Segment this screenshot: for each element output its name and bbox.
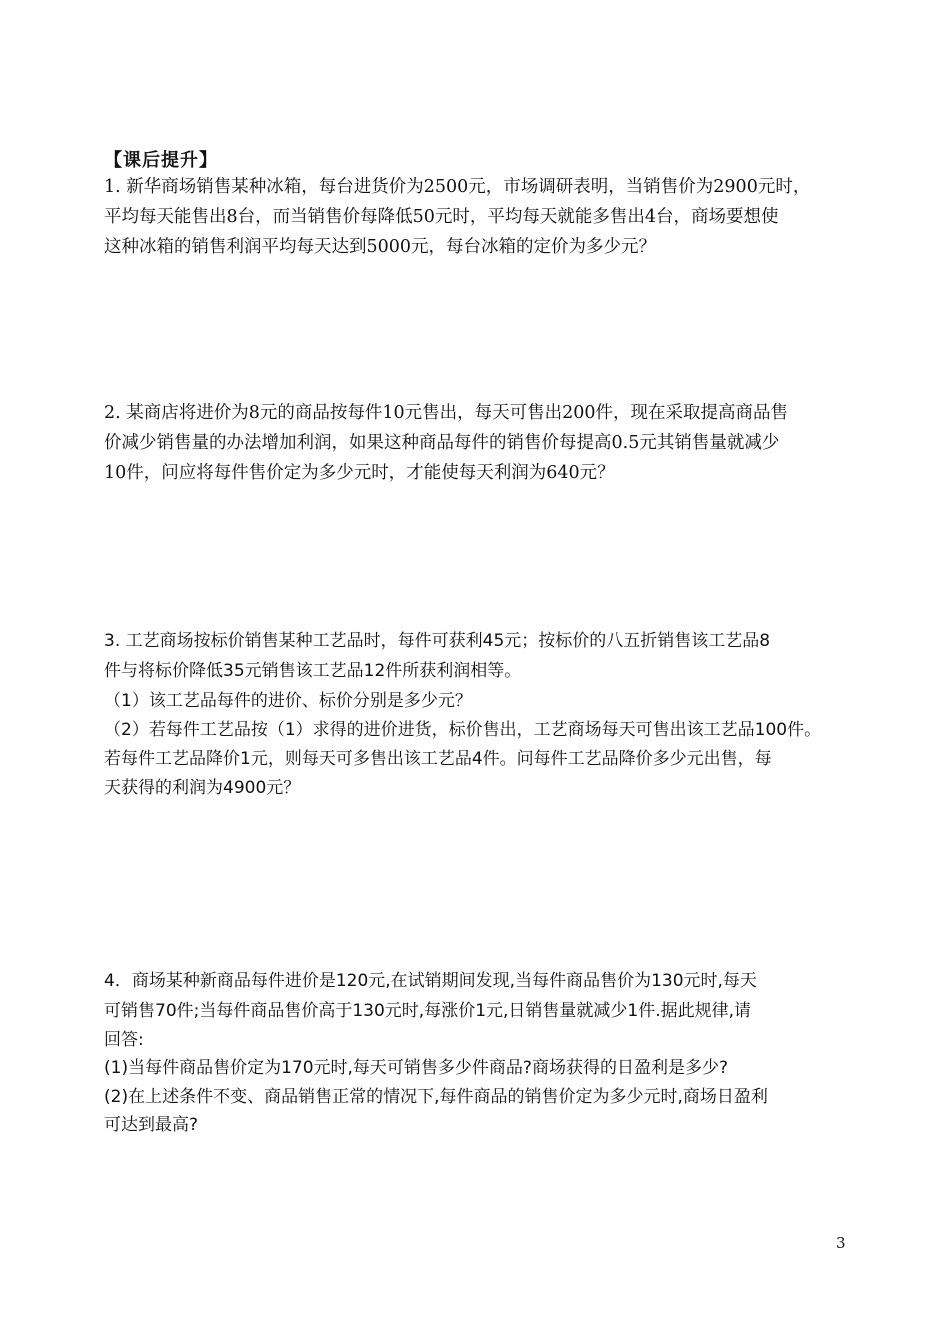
problem-4-line-5: (2)在上述条件不变、商品销售正常的情况下,每件商品的销售价定为多少元时,商场日盈利 (104, 1087, 768, 1107)
problem-3-line-6: 天获得的利润为4900元？ (104, 778, 301, 798)
problem-4-line-4: (1)当每件商品售价定为170元时,每天可销售多少件商品?商场获得的日盈利是多少? (104, 1058, 728, 1078)
problem-4-line-3: 回答: (104, 1030, 144, 1050)
problem-4-line-2: 可销售70件;当每件商品售价高于130元时,每涨价1元,日销售量就减少1件.据此规律,请 (104, 1001, 752, 1021)
problem-2-line-3: 10件，问应将每件售价定为多少元时，才能使每天利润为640元？ (104, 463, 615, 483)
problem-3-line-5: 若每件工艺品降价1元，则每天可多售出该工艺品4件。问每件工艺品降价多少元出售，每 (104, 749, 772, 769)
problem-3-line-2: 件与将标价降低35元销售该工艺品12件所获利润相等。 (104, 661, 522, 681)
problem-4-line-6: 可达到最高? (104, 1115, 199, 1135)
problem-3-line-3: （1）该工艺品每件的进价、标价分别是多少元？ (104, 691, 472, 711)
section-title: 【课后提升】 (104, 150, 218, 171)
problem-1-line-3: 这种冰箱的销售利润平均每天达到5000元，每台冰箱的定价为多少元？ (104, 237, 657, 257)
problem-4-line-1: 4．商场某种新商品每件进价是120元,在试销期间发现,当每件商品售价为130元时,每天 (104, 971, 757, 991)
problem-2-line-1: 2. 某商店将进价为8元的商品按每件10元售出，每天可售出200件，现在采取提高商品售 (104, 403, 789, 423)
problem-2-line-2: 价减少销售量的办法增加利润，如果这种商品每件的销售价每提高0.5元其销售量就减少 (104, 433, 780, 453)
problem-3-line-4: （2）若每件工艺品按（1）求得的进价进货，标价售出，工艺商场每天可售出该工艺品100件。 (104, 720, 822, 740)
problem-1-line-2: 平均每天能售出8台，而当销售价每降低50元时，平均每天就能多售出4台，商场要想使 (104, 207, 779, 227)
problem-3-line-1: 3. 工艺商场按标价销售某种工艺品时，每件可获利45元；按标价的八五折销售该工艺品8 (104, 631, 771, 651)
problem-1-line-1: 1. 新华商场销售某种冰箱，每台进货价为2500元，市场调研表明，当销售价为2900元时， (104, 177, 811, 197)
page-number: 3 (836, 1234, 846, 1252)
